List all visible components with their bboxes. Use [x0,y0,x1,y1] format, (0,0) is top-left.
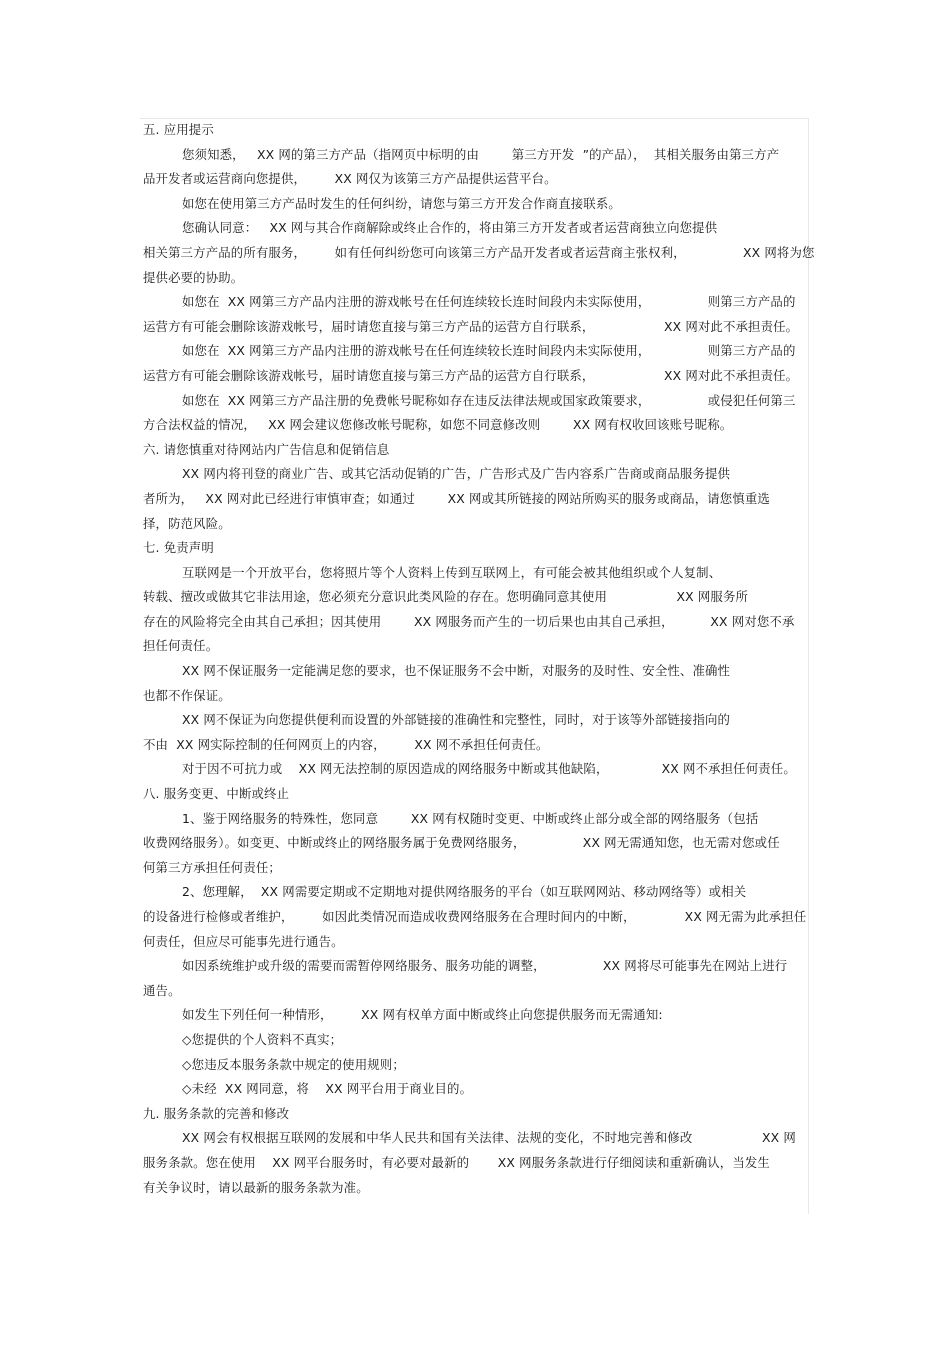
text-line: ◇您违反本服务条款中规定的使用规则； [182,1056,405,1072]
text-line: XX 网内将刊登的商业广告、或其它活动促销的广告，广告形式及广告内容系广告商或商品服务提供 [182,466,731,482]
text-line: 收费网络服务）。如变更、中断或终止的网络服务属于免费网络服务， XX 网无需通知您，也无需对您或任 [143,835,780,851]
text-line: 如您在使用第三方产品时发生的任何纠纷，请您与第三方开发合作商直接联系。 [182,195,621,211]
text-line: 通告。 [143,982,181,998]
text-line: 如您在 XX 网第三方产品内注册的游戏帐号在任何连续较长连时间段内未实际使用， 则第三方产品的 [182,343,796,359]
text-line: 的设备进行检修或者维护， 如因此类情况而造成收费网络服务在合理时间内的中断， XX 网无需为此承担任 [143,909,807,924]
text-line: 何第三方承担任何责任； [143,859,281,875]
text-line: 不由 XX 网实际控制的任何网页上的内容， XX 网不承担任何责任。 [143,736,549,752]
text-line: ◇未经 XX 网同意，将 XX 网平台用于商业目的。 [182,1081,473,1097]
text-line: XX 网不保证为向您提供便利而设置的外部链接的准确性和完整性，同时，对于该等外部链接指向的 [182,712,731,728]
section-heading: 九. 服务条款的完善和修改 [143,1105,290,1121]
text-line: 也都不作保证。 [143,687,231,703]
document-body [143,118,815,1200]
section-heading: 六. 请您慎重对待网站内广告信息和促销信息 [143,441,390,457]
text-line: 如发生下列任何一种情形， XX 网有权单方面中断或终止向您提供服务而无需通知: [182,1007,663,1023]
text-line: 对于因不可抗力或 XX 网无法控制的原因造成的网络服务中断或其他缺陷， XX 网不承担任何责任。 [182,761,796,777]
text-line: XX 网不保证服务一定能满足您的要求，也不保证服务不会中断，对服务的及时性、安全性、准确性 [182,663,731,679]
text-line: 运营方有可能会删除该游戏帐号，届时请您直接与第三方产品的运营方自行联系， XX 网对此不承担责任。 [143,367,799,383]
text-line: 您须知悉， XX 网的第三方产品（指网页中标明的由 第三方开发 ”的产品）， 其相关服务由第三方产 [182,146,780,162]
text-line: 何责任，但应尽可能事先进行通告。 [143,933,344,949]
text-line: 择，防范风险。 [143,515,231,531]
text-line: 互联网是一个开放平台，您将照片等个人资料上传到互联网上，有可能会被其他组织或个人复制、 [182,564,722,580]
text-line: ◇您提供的个人资料不真实； [182,1031,343,1047]
text-line: 2、您理解， XX 网需要定期或不定期地对提供网络服务的平台（如互联网网站、移动网络等）或相关 [182,884,747,900]
text-line: XX 网会有权根据互联网的发展和中华人民共和国有关法律、法规的变化，不时地完善和修改 XX 网 [182,1130,796,1146]
text-line: 者所为， XX 网对此已经进行审慎审查；如通过 XX 网或其所链接的网站所购买的服务或商品，请您慎重选 [143,490,770,506]
text-line: 品开发者或运营商向您提供， XX 网仅为该第三方产品提供运营平台。 [143,171,557,187]
text-line: 相关第三方产品的所有服务， 如有任何纠纷您可向该第三方产品开发者或者运营商主张权利， XX 网将为您 [143,244,815,260]
text-line: 如您在 XX 网第三方产品注册的免费帐号昵称如存在违反法律法规或国家政策要求， 或侵犯任何第三 [182,392,796,408]
section-heading: 五. 应用提示 [143,122,214,137]
text-line: 有关争议时，请以最新的服务条款为准。 [143,1179,369,1195]
text-line: 运营方有可能会删除该游戏帐号，届时请您直接与第三方产品的运营方自行联系， XX 网对此不承担责任。 [143,318,799,334]
text-line: 服务条款。您在使用 XX 网平台服务时，有必要对最新的 XX 网服务条款进行仔细阅读和重新确认，当发生 [143,1154,770,1170]
section-heading: 七. 免责声明 [143,540,214,556]
text-line: 担任何责任。 [143,638,219,654]
text-line: 1、鉴于网络服务的特殊性，您同意 XX 网有权随时变更、中断或终止部分或全部的网络服务（包括 [182,810,759,826]
text-line: 方合法权益的情况， XX 网会建议您修改帐号昵称，如您不同意修改则 XX 网有权收回该账号昵称。 [143,417,733,433]
text-line: 如您在 XX 网第三方产品内注册的游戏帐号在任何连续较长连时间段内未实际使用， 则第三方产品的 [182,294,796,310]
text-line: 提供必要的协助。 [143,269,244,285]
text-line: 如因系统维护或升级的需要而需暂停网络服务、服务功能的调整， XX 网将尽可能事先在网站上进行 [182,958,788,974]
section-heading: 八. 服务变更、中断或终止 [143,786,290,802]
text-line: 转载、擅改或做其它非法用途，您必须充分意识此类风险的存在。您明确同意其使用 XX 网服务所 [143,589,749,605]
text-line: 您确认同意： XX 网与其合作商解除或终止合作的，将由第三方开发者或者运营商独立向您提供 [182,220,718,236]
text-line: 存在的风险将完全由其自己承担；因其使用 XX 网服务而产生的一切后果也由其自己承担， XX 网对您不承 [143,613,795,629]
